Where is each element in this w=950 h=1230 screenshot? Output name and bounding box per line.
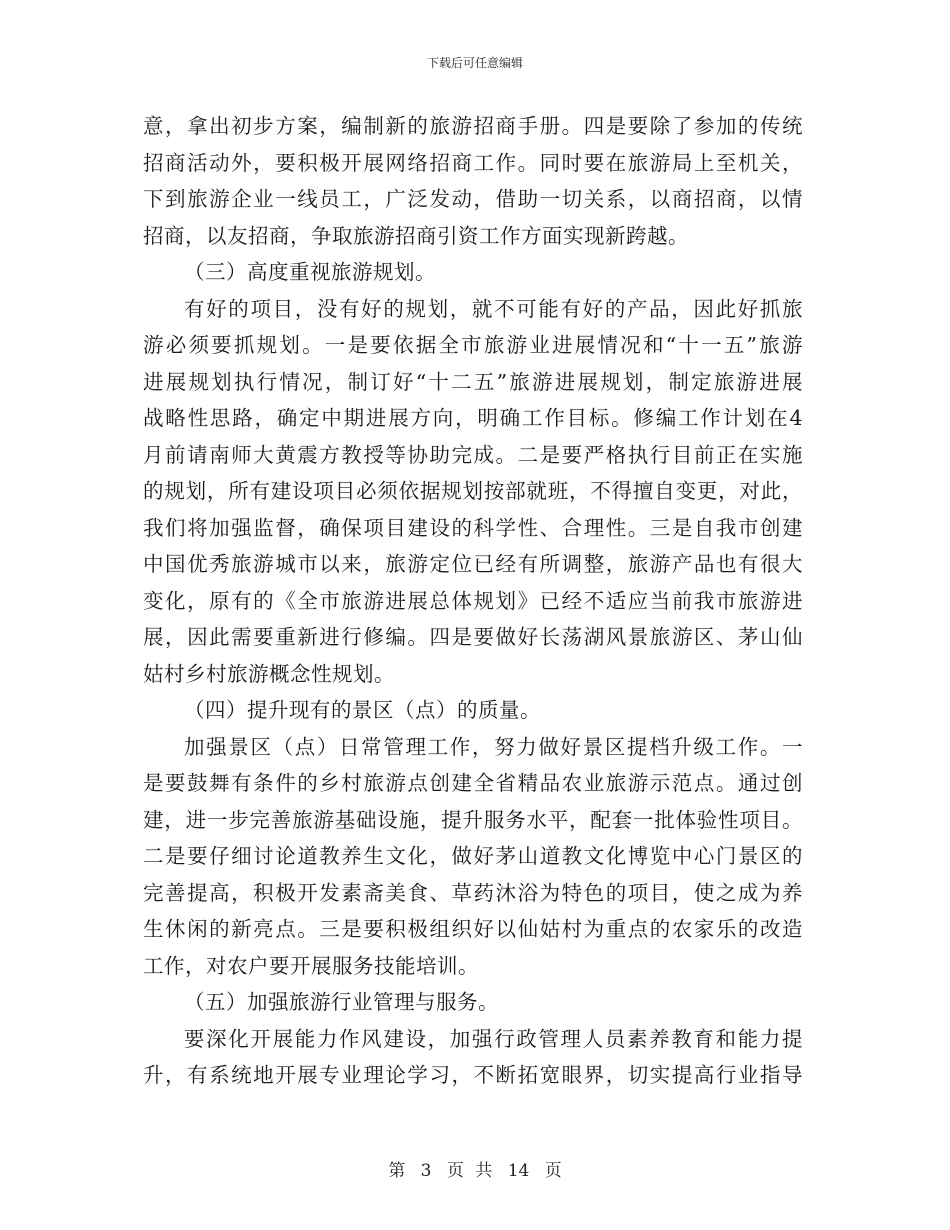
text-line: 二是要仔细讨论道教养生文化，做好茅山道教文化博览中心门景区的 <box>143 844 803 868</box>
page-label-suffix: 页 <box>544 1161 562 1181</box>
page-label-mid: 页 共 <box>446 1161 493 1181</box>
page-footer <box>0 1156 950 1181</box>
text-line: 有好的项目，没有好的规划，就不可能有好的产品，因此好抓旅 <box>184 296 803 321</box>
text-line: 要深化开展能力作风建设，加强行政管理人员素养教育和能力提 <box>184 1026 803 1051</box>
text-line: 下到旅游企业一线员工，广泛发动，借助一切关系，以商招商，以情 <box>143 187 803 211</box>
text-line: 招商活动外，要积极开展网络招商工作。同时要在旅游局上至机关， <box>143 150 803 175</box>
text-line: 是要鼓舞有条件的乡村旅游点创建全省精品农业旅游示范点。通过创 <box>143 771 803 795</box>
text-line: 中国优秀旅游城市以来，旅游定位已经有所调整，旅游产品也有很大 <box>143 552 803 576</box>
text-line: 我们将加强监督，确保项目建设的科学性、合理性。三是自我市创建 <box>143 515 803 540</box>
page-number: 3 <box>420 1161 432 1181</box>
text-line: 的规划，所有建设项目必须依据规划按部就班，不得擅自变更，对此， <box>143 479 803 503</box>
section-heading: （四）提升现有的景区（点）的质量。 <box>184 698 541 722</box>
text-line: 加强景区（点）日常管理工作，努力做好景区提档升级工作。一 <box>184 734 803 759</box>
text-line: 招商，以友招商，争取旅游招商引资工作方面实现新跨越。 <box>143 223 689 248</box>
text-line: 建，进一步完善旅游基础设施，提升服务水平，配套一批体验性项目。 <box>143 807 803 832</box>
text-line: 战略性思路，确定中期进展方向，明确工作目标。修编工作计划在4 <box>143 406 803 430</box>
section-heading: （三）高度重视旅游规划。 <box>184 260 436 284</box>
section-heading: （五）加强旅游行业管理与服务。 <box>184 990 499 1014</box>
text-line: 完善提高，积极开发素斋美食、草药沐浴为特色的项目，使之成为养 <box>143 880 803 905</box>
text-line: 工作，对农户要开展服务技能培训。 <box>143 953 479 978</box>
page-header: 下载后可任意编辑 <box>426 56 523 70</box>
text-line: 月前请南师大黄震方教授等协助完成。二是要严格执行目前正在实施 <box>143 442 803 467</box>
text-line: 生休闲的新亮点。三是要积极组织好以仙姑村为重点的农家乐的改造 <box>143 917 803 941</box>
text-line: 姑村乡村旅游概念性规划。 <box>143 661 395 686</box>
text-line: 意，拿出初步方案，编制新的旅游招商手册。四是要除了参加的传统 <box>143 114 803 138</box>
text-line: 进展规划执行情况，制订好“十二五”旅游进展规划，制定旅游进展 <box>143 369 803 394</box>
text-line: 展，因此需要重新进行修编。四是要做好长荡湖风景旅游区、茅山仙 <box>143 625 803 649</box>
text-line: 游必须要抓规划。一是要依据全市旅游业进展情况和“十一五”旅游 <box>143 333 803 357</box>
text-line: 升，有系统地开展专业理论学习，不断拓宽眼界，切实提高行业指导 <box>143 1063 803 1087</box>
page-label-prefix: 第 <box>388 1161 406 1181</box>
document-body <box>143 108 803 1094</box>
page-total: 14 <box>507 1161 530 1181</box>
text-line: 变化，原有的《全市旅游进展总体规划》已经不适应当前我市旅游进 <box>143 588 803 613</box>
